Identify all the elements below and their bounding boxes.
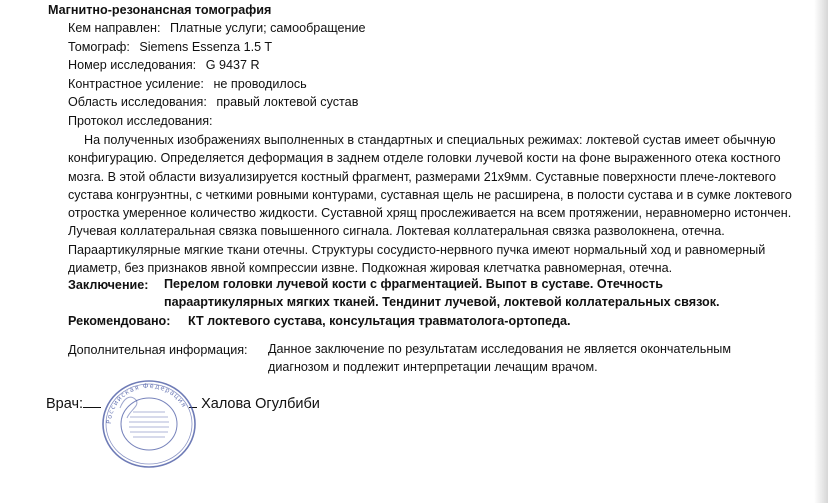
conclusion-text: Перелом головки лучевой кости с фрагментацией. Выпот в суставе. Отечность параартикулярных мягких тканей. Тендинит лучевой, локтевой коллатеральных связок. — [164, 277, 720, 309]
recommendation-block — [68, 312, 571, 330]
doctor-name: Халова Огулбиби — [201, 396, 320, 412]
additional-info-line-2: диагнозом и подлежит интерпретации лечащим врачом. — [268, 359, 598, 374]
doctor-label: Врач: — [46, 396, 84, 412]
meta-value: не проводилось — [213, 76, 307, 91]
signature-blank — [83, 407, 101, 408]
meta-row-referral — [68, 19, 768, 38]
stamp-seal-icon — [100, 378, 198, 470]
recommendation-label: Рекомендовано: — [68, 314, 171, 328]
meta-value: G 9437 R — [205, 58, 260, 72]
meta-key: Контрастное усиление: — [68, 76, 204, 91]
conclusion-label: Заключение: — [68, 278, 149, 292]
meta-row-study-number — [68, 56, 768, 75]
meta-block — [68, 19, 768, 130]
page-edge-shadow — [814, 0, 828, 503]
meta-value: Siemens Essenza 1.5 T — [139, 39, 273, 54]
protocol-label: Протокол исследования: — [68, 113, 213, 128]
official-stamp — [100, 378, 198, 470]
meta-value: правый локтевой сустав — [216, 95, 359, 109]
protocol-text: На полученных изображениях выполненных в стандартных и специальных режимах: локтевой сустав имеет обычную конфигурацию. Определяется деформация в заднем отделе головки лучевой кости на фоне выраженного отека костного мозга. В этой области визуализируется костный фрагмент, размерами 21х9мм. Суставные поверхности плече-локтевого сустава конгруэнтны, с четкими ровными контурами, суставная щель не расширена, в полости сустава и в сумке локтевого отростка умеренное количество жидкости. Суставной хрящ прослеживается на всем протяжении, неравномерно истончен. Лучевая коллатеральная связка повышенного сигнала. Локтевая коллатеральная связка разволокнена, отечна. Параартикулярные мягкие ткани отечны. Структуры сосудисто-нервного пучка имеют нормальный ход и равномерный диаметр, без признаков явной компрессии извне. Подкожная жировая клетчатка равномерная, отечна. — [68, 133, 792, 276]
additional-info-text — [268, 341, 788, 376]
meta-key: Кем направлен: — [68, 21, 161, 35]
document-title: Магнитно-резонансная томография — [48, 3, 272, 17]
meta-row-scanner — [68, 38, 768, 57]
meta-row-contrast — [68, 75, 768, 94]
meta-key: Томограф: — [68, 39, 130, 54]
svg-text:Российская Федерация: Российская Федерация — [104, 381, 189, 425]
recommendation-text: КТ локтевого сустава, консультация травматолога-ортопеда. — [187, 314, 571, 328]
meta-key: Номер исследования: — [68, 58, 197, 72]
meta-key: Область исследования: — [68, 95, 207, 109]
additional-info-line-1: Данное заключение по результатам исследования не является окончательным — [268, 342, 732, 356]
meta-row-area — [68, 93, 768, 112]
additional-info-label: Дополнительная информация: — [68, 343, 248, 357]
meta-value: Платные услуги; самообращение — [170, 21, 366, 35]
